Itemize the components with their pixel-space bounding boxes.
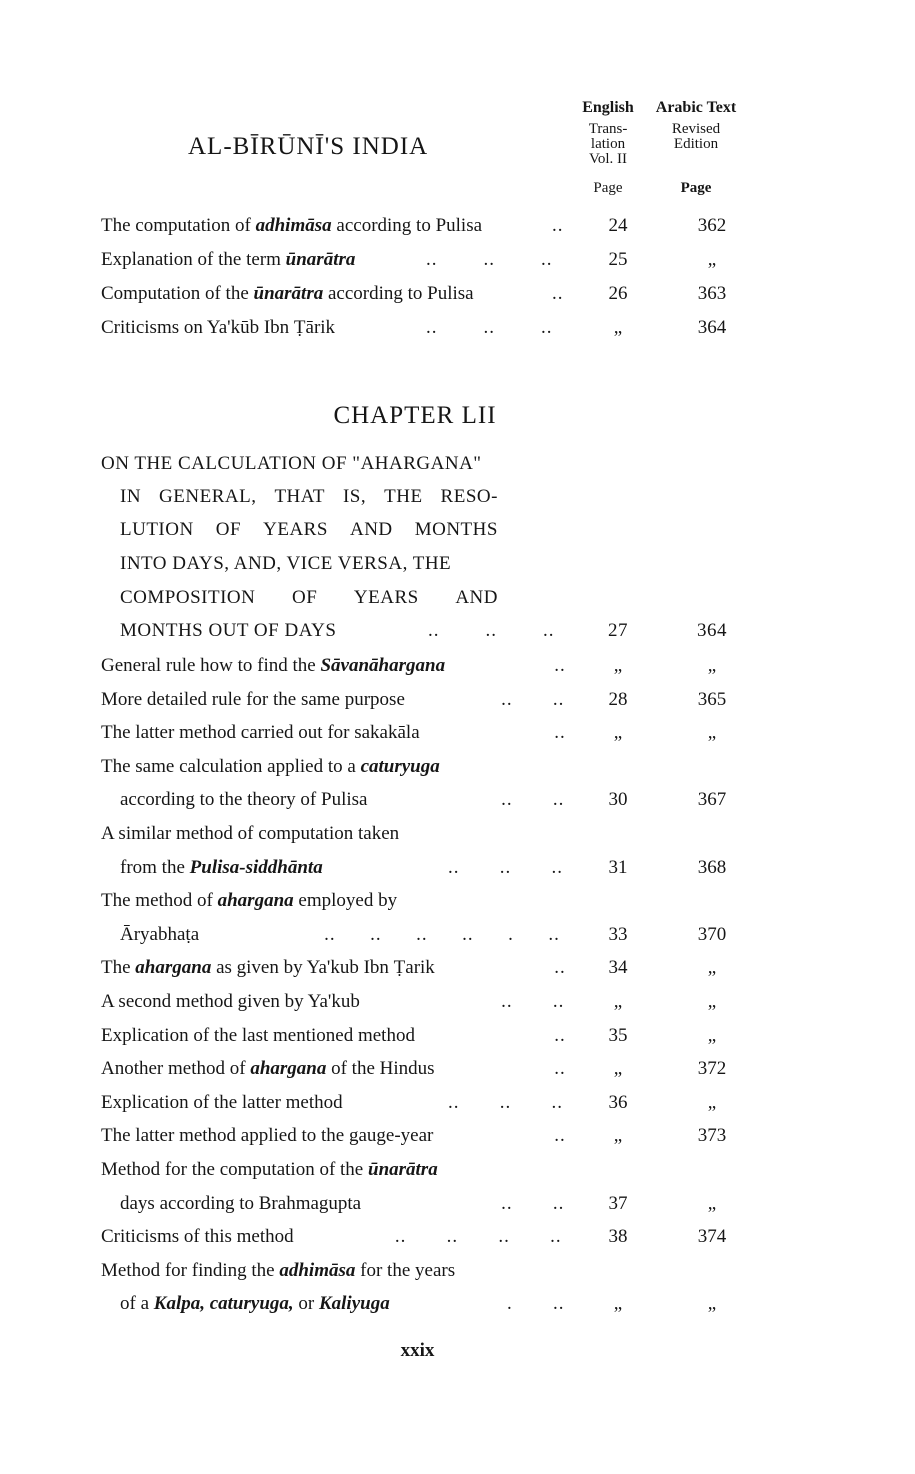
toc-entry: [0, 1025, 915, 1055]
column-title: Arabic Text: [655, 99, 737, 116]
text: The method of: [101, 890, 218, 911]
text: Explication of the last mentioned method: [101, 1025, 415, 1046]
italic-term: adhimāsa: [279, 1260, 356, 1281]
toc-entry: [0, 957, 915, 987]
text: The latter method applied to the gauge-year: [101, 1125, 434, 1146]
arabic-page: 370: [697, 924, 727, 945]
translation-page: „: [613, 722, 623, 743]
italic-term: ūnarātra: [285, 249, 356, 270]
leader-dots: ..: [554, 722, 566, 743]
leader-dots: ..: [554, 957, 566, 978]
translation-page: „: [613, 1125, 623, 1146]
toc-entry: [0, 689, 915, 719]
translation-page: „: [613, 317, 623, 338]
italic-term: Kalpa, caturyuga,: [153, 1293, 294, 1314]
entry-title: [101, 689, 405, 711]
toc-entry: [0, 722, 915, 752]
leader-dots: .. .. .. .. . ..: [324, 924, 560, 945]
toc-entry: [0, 249, 915, 279]
italic-term: ahargana: [217, 890, 294, 911]
entry-title: [101, 1159, 438, 1181]
text: Explanation of the term: [101, 249, 286, 270]
toc-entry-continuation: [0, 924, 915, 954]
leader-dots: .. .. .. ..: [394, 1226, 562, 1247]
entry-title: [101, 1226, 294, 1248]
column-subtitle-line: Vol. II: [588, 151, 628, 167]
toc-entry-continuation: [0, 1193, 915, 1223]
leader-dots: ..: [554, 1025, 566, 1046]
chapter-title-line: INTO DAYS, AND, VICE VERSA, THE: [120, 553, 452, 574]
arabic-page: „: [707, 249, 717, 270]
text: according to Pulisa: [331, 215, 483, 236]
leader-dots: ..: [552, 215, 564, 236]
word: YEARS: [353, 587, 419, 608]
italic-term: ūnarātra: [253, 283, 324, 304]
entry-title: [101, 215, 482, 237]
arabic-page: 364: [697, 620, 727, 641]
page-number: xxix: [400, 1340, 435, 1361]
chapter-title-line: [120, 486, 498, 508]
arabic-page: „: [707, 722, 717, 743]
leader-dots: .. .. ..: [426, 249, 553, 270]
entry-title: [101, 249, 355, 271]
column-title: English: [582, 99, 634, 116]
word: YEARS: [263, 519, 328, 540]
toc-entry: [0, 756, 915, 786]
arabic-page: „: [707, 957, 717, 978]
arabic-page: 367: [697, 789, 727, 810]
arabic-page: 372: [697, 1058, 727, 1079]
text: Another method of: [101, 1058, 251, 1079]
toc-entry: [0, 1125, 915, 1155]
translation-page: 35: [608, 1025, 628, 1046]
chapter-title-row: [0, 620, 915, 650]
text: according to Pulisa: [323, 283, 474, 304]
leader-dots: .. ..: [501, 991, 565, 1012]
italic-term: ūnarātra: [368, 1159, 438, 1180]
text: Criticisms on Ya'kūb Ibn Ṭārik: [101, 317, 336, 338]
text: A similar method of computation taken: [101, 823, 400, 844]
toc-entry: [0, 1226, 915, 1256]
leader-dots: .. .. ..: [448, 857, 563, 878]
entry-title: [101, 1260, 455, 1282]
text: The same calculation applied to a: [101, 756, 361, 777]
text: of the Hindus: [326, 1058, 435, 1079]
word: THE: [384, 486, 423, 507]
translation-page: 31: [608, 857, 628, 878]
column-page-label: Page: [680, 180, 712, 196]
text: for the years: [355, 1260, 456, 1281]
chapter-title-line: [120, 587, 498, 609]
column-header-english-translation: [574, 99, 642, 197]
translation-page: 24: [608, 215, 628, 236]
leader-dots: .. .. ..: [426, 317, 553, 338]
arabic-page: 362: [697, 215, 727, 236]
translation-page: „: [613, 991, 623, 1012]
text: More detailed rule for the same purpose: [101, 689, 405, 710]
arabic-page: 374: [697, 1226, 727, 1247]
translation-page: 33: [608, 924, 628, 945]
italic-term: Pulisa-siddhānta: [189, 857, 323, 878]
word: COMPOSITION: [120, 587, 256, 608]
italic-term: Kaliyuga: [318, 1293, 390, 1314]
word: THAT: [274, 486, 325, 507]
leader-dots: ..: [554, 1125, 566, 1146]
text: The latter method carried out for sakakāla: [101, 722, 420, 743]
entry-title: [120, 789, 367, 811]
translation-page: 38: [608, 1226, 628, 1247]
entry-title: [101, 756, 440, 778]
column-subtitle-line: Edition: [673, 136, 719, 152]
arabic-page: 364: [697, 317, 727, 338]
entry-title: [101, 1125, 433, 1147]
text: or: [293, 1293, 319, 1314]
word: OF: [215, 519, 242, 540]
translation-page: 37: [608, 1193, 628, 1214]
italic-term: ahargana: [135, 957, 212, 978]
toc-entry: [0, 1058, 915, 1088]
translation-page: 28: [608, 689, 628, 710]
arabic-page: „: [707, 1193, 717, 1214]
word: OF: [291, 587, 318, 608]
chapter-title-line: ON THE CALCULATION OF "AHARGANA": [101, 453, 482, 474]
arabic-page: 363: [697, 283, 727, 304]
column-subtitle-line: Trans-: [588, 121, 628, 137]
translation-page: 30: [608, 789, 628, 810]
text: of a: [120, 1293, 154, 1314]
leader-dots: .. ..: [501, 789, 565, 810]
word: GENERAL,: [159, 486, 257, 507]
arabic-page: 368: [697, 857, 727, 878]
text: as given by Ya'kub Ibn Ṭarik: [211, 957, 435, 978]
italic-term: caturyuga: [360, 756, 440, 777]
column-page-label: Page: [593, 180, 623, 196]
chapter-title-line: MONTHS OUT OF DAYS: [120, 620, 337, 641]
column-subtitle-line: Revised: [671, 121, 721, 137]
leader-dots: .. ..: [501, 689, 565, 710]
toc-entry: [0, 283, 915, 313]
entry-title: [120, 1293, 390, 1315]
word: LUTION: [120, 519, 194, 540]
toc-entry-continuation: [0, 789, 915, 819]
translation-page: „: [613, 1058, 623, 1079]
toc-entry: [0, 1092, 915, 1122]
entry-title: [101, 722, 420, 744]
arabic-page: „: [707, 1092, 717, 1113]
text: from the: [120, 857, 190, 878]
italic-term: adhimāsa: [255, 215, 332, 236]
entry-title: [101, 1058, 435, 1080]
leader-dots: .. ..: [501, 1193, 565, 1214]
toc-entry: [0, 890, 915, 920]
text: Method for finding the: [101, 1260, 280, 1281]
translation-page: 34: [608, 957, 628, 978]
word: IN: [120, 486, 142, 507]
word: IS,: [342, 486, 367, 507]
text: Explication of the latter method: [101, 1092, 343, 1113]
arabic-page: 365: [697, 689, 727, 710]
translation-page: 36: [608, 1092, 628, 1113]
leader-dots: .. .. ..: [428, 620, 555, 641]
translation-page: 26: [608, 283, 628, 304]
word: AND: [349, 519, 393, 540]
leader-dots: ..: [554, 655, 566, 676]
entry-title: [120, 857, 323, 879]
toc-entry: [0, 1260, 915, 1290]
leader-dots: ..: [554, 1058, 566, 1079]
entry-title: [120, 1193, 361, 1215]
entry-title: [101, 991, 360, 1013]
toc-entry: [0, 991, 915, 1021]
chapter-title-line: [120, 519, 498, 541]
translation-page: 27: [608, 620, 628, 641]
entry-title: [101, 283, 474, 305]
toc-entry: [0, 655, 915, 685]
arabic-page: „: [707, 1025, 717, 1046]
text: The: [101, 957, 136, 978]
text: A second method given by Ya'kub: [101, 991, 360, 1012]
column-header-arabic-text: [646, 99, 746, 197]
text: Criticisms of this method: [101, 1226, 294, 1247]
leader-dots: ..: [552, 283, 564, 304]
arabic-page: „: [707, 991, 717, 1012]
chapter-heading: CHAPTER LII: [333, 402, 497, 429]
leader-dots: . ..: [507, 1293, 565, 1314]
toc-entry-continuation: [0, 1293, 915, 1323]
translation-page: „: [613, 655, 623, 676]
entry-title: [101, 823, 399, 845]
entry-title: [120, 924, 199, 946]
text: days according to Brahmagupta: [120, 1193, 362, 1214]
text: Computation of the: [101, 283, 254, 304]
arabic-page: „: [707, 655, 717, 676]
leader-dots: .. .. ..: [448, 1092, 563, 1113]
entry-title: [101, 957, 435, 979]
text: Āryabhaṭa: [120, 924, 200, 945]
entry-title: [101, 1025, 415, 1047]
text: General rule how to find the: [101, 655, 321, 676]
arabic-page: „: [707, 1293, 717, 1314]
text: Method for the computation of the: [101, 1159, 368, 1180]
word: AND: [455, 587, 498, 608]
word: RESO-: [440, 486, 498, 507]
translation-page: „: [613, 1293, 623, 1314]
toc-entry: [0, 1159, 915, 1189]
text: employed by: [293, 890, 398, 911]
text: according to the theory of Pulisa: [120, 789, 368, 810]
column-subtitle-line: lation: [590, 136, 626, 152]
italic-term: ahargana: [250, 1058, 327, 1079]
entry-title: [101, 317, 335, 339]
toc-entry: [0, 215, 915, 245]
entry-title: [101, 1092, 343, 1114]
toc-entry: [0, 823, 915, 853]
arabic-page: 373: [697, 1125, 727, 1146]
toc-entry-continuation: [0, 857, 915, 887]
entry-title: [101, 655, 445, 677]
translation-page: 25: [608, 249, 628, 270]
entry-title: [101, 890, 397, 912]
book-title: AL-BĪRŪNĪ'S INDIA: [188, 133, 429, 160]
word: MONTHS: [414, 519, 498, 540]
text: The computation of: [101, 215, 256, 236]
toc-entry: [0, 317, 915, 347]
italic-term: Sāvanāhargana: [320, 655, 446, 676]
